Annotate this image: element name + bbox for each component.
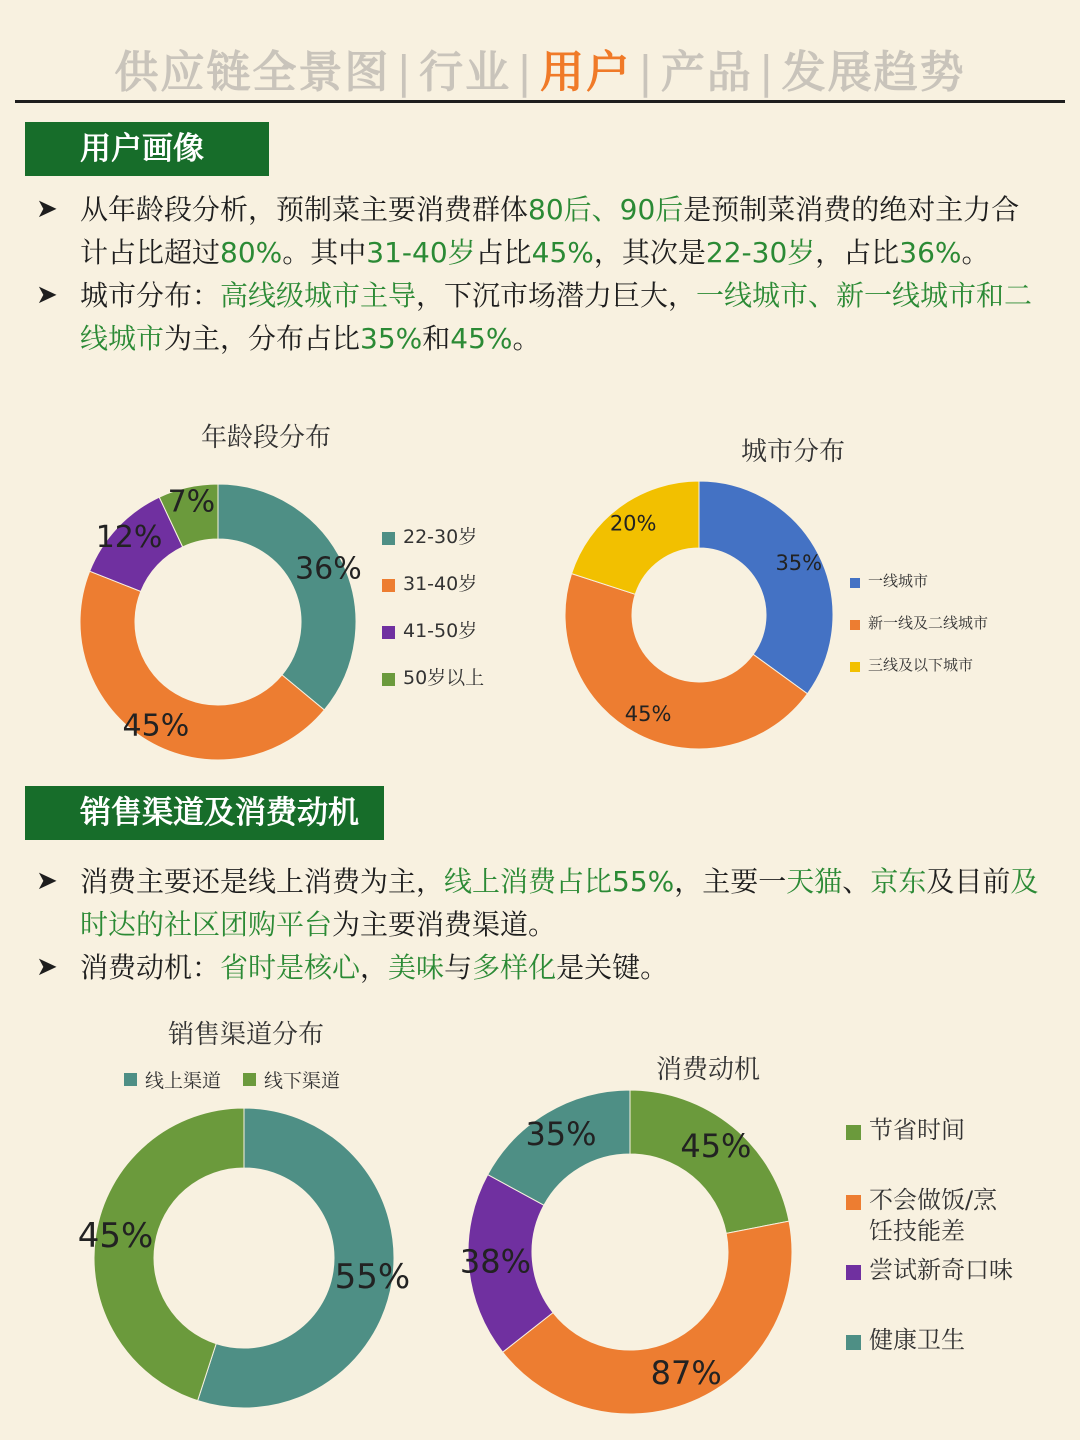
body-text: ，下沉市场潜力巨大， (416, 279, 697, 312)
donut-slice (80, 571, 324, 760)
highlight-text: 一线城市、新一线城市和二线城市 (80, 279, 1033, 355)
sales-channel-chart (0, 1005, 480, 1425)
body-text: 为主要消费渠道。 (332, 908, 557, 941)
body-text: 为主，分布占比 (164, 322, 361, 355)
body-text: 及目前 (926, 865, 1011, 898)
donut-slice (218, 484, 356, 710)
body-text: 占比 (475, 236, 532, 269)
body-text: ，占比 (815, 236, 900, 269)
highlight-text: 35% (360, 322, 423, 355)
highlight-text: 36% (899, 236, 962, 269)
highlight-text: 省时是核心 (220, 951, 361, 984)
legend-swatch (850, 620, 860, 630)
nav-divider (15, 100, 1065, 103)
legend-label: 线上渠道 (145, 1070, 222, 1092)
body-text: 是关键。 (556, 951, 669, 984)
bullet-arrow-icon: ➤ (36, 866, 58, 896)
highlight-text: 及时达的社区团购平台 (80, 865, 1039, 941)
bullet-item (36, 860, 1046, 946)
legend-swatch (846, 1265, 861, 1280)
legend-label: 节省时间 (869, 1116, 965, 1144)
body-text: 消费动机： (80, 951, 221, 984)
legend-label: 三线及以下城市 (868, 656, 974, 674)
highlight-text: 天猫 (786, 865, 843, 898)
slice-label: 55% (334, 1256, 411, 1297)
body-text: ，其次是 (593, 236, 706, 269)
legend-swatch (846, 1195, 861, 1210)
section-title-sales-channel: 销售渠道及消费动机 (25, 786, 384, 840)
body-text: 。 (961, 236, 990, 269)
highlight-text: 80后、90后 (528, 193, 684, 226)
legend-label: 不会做饭/烹 (869, 1186, 998, 1214)
highlight-text: 美味 (388, 951, 445, 984)
donut-slice (572, 481, 699, 594)
body-text: 。其中 (282, 236, 367, 269)
nav-tab-0[interactable]: 供应链全景图 (114, 47, 391, 98)
legend-swatch (382, 579, 395, 592)
chart-title: 消费动机 (655, 1055, 761, 1085)
user-profile-bullets (36, 188, 1046, 360)
legend-label: 31-40岁 (403, 573, 478, 595)
bullet-arrow-icon: ➤ (36, 194, 58, 224)
legend-label: 新一线及二线城市 (868, 614, 989, 632)
legend-swatch (382, 532, 395, 545)
body-text: 是预制菜消费的绝对主力合计占比超过 (80, 193, 1020, 269)
slice-label: 38% (459, 1242, 532, 1281)
highlight-text: 80% (220, 236, 283, 269)
body-text: 和 (422, 322, 451, 355)
slice-label: 12% (95, 519, 163, 555)
nav-tab-4[interactable]: 发展趋势 (781, 47, 966, 98)
legend-swatch (850, 662, 860, 672)
legend-label: 41-50岁 (403, 620, 478, 642)
legend-swatch (382, 673, 395, 686)
legend-swatch (846, 1125, 861, 1140)
slice-label: 35% (775, 551, 823, 576)
bullet-item (36, 188, 1046, 274)
nav-separator: | (517, 47, 534, 98)
slice-label: 36% (295, 551, 362, 587)
sales-channel-bullets (36, 860, 1046, 989)
nav-tab-1[interactable]: 行业 (419, 47, 512, 98)
slice-label: 20% (609, 511, 657, 536)
consumption-motive-chart (440, 1040, 1080, 1430)
slice-label: 45% (680, 1126, 752, 1165)
legend-swatch (850, 578, 860, 588)
highlight-text: 多样化 (472, 951, 557, 984)
slice-label: 45% (77, 1216, 154, 1257)
nav-separator: | (758, 47, 776, 98)
section-title-user-profile: 用户画像 (25, 122, 269, 176)
legend-swatch (382, 626, 395, 639)
nav-separator: | (638, 47, 655, 98)
body-text: ，主要一 (674, 865, 787, 898)
body-text: 与 (444, 951, 473, 984)
body-text: 从年龄段分析，预制菜主要消费群体 (80, 193, 529, 226)
highlight-text: 45% (450, 322, 513, 355)
highlight-text: 高线级城市主导 (220, 279, 417, 312)
body-text: 、 (842, 865, 871, 898)
donut-slice (699, 481, 833, 694)
legend-label: 尝试新奇口味 (869, 1256, 1013, 1284)
highlight-text: 线上消费占比55% (444, 865, 675, 898)
legend-label: 线下渠道 (264, 1070, 341, 1092)
city-distribution-chart (540, 410, 1080, 775)
legend-swatch (846, 1335, 861, 1350)
bullet-item (36, 946, 1046, 989)
highlight-text: 45% (531, 236, 594, 269)
chart-title: 年龄段分布 (200, 423, 332, 453)
bullet-arrow-icon: ➤ (36, 280, 58, 310)
slice-label: 35% (525, 1114, 597, 1153)
slice-label: 45% (122, 708, 190, 744)
legend-label: 一线城市 (868, 572, 929, 590)
legend-label: 50岁以上 (403, 667, 485, 689)
slice-label: 87% (650, 1353, 722, 1392)
body-text: ， (360, 951, 389, 984)
legend-label: 饪技能差 (869, 1217, 965, 1245)
nav-tab-2[interactable]: 用户 (540, 47, 632, 98)
age-distribution-chart (0, 410, 540, 775)
highlight-text: 31-40岁 (366, 236, 476, 269)
slice-label: 7% (167, 484, 216, 520)
top-nav (0, 36, 1080, 100)
nav-tab-3[interactable]: 产品 (660, 47, 753, 98)
body-text: 消费主要还是线上消费为主， (80, 865, 445, 898)
highlight-text: 22-30岁 (705, 236, 816, 269)
legend-swatch (243, 1073, 256, 1086)
chart-title: 城市分布 (740, 437, 846, 467)
nav-separator: | (396, 47, 414, 98)
slice-label: 45% (624, 701, 672, 726)
legend-label: 健康卫生 (869, 1326, 965, 1354)
bullet-arrow-icon: ➤ (36, 952, 58, 982)
body-text: 城市分布： (80, 279, 221, 312)
legend-swatch (124, 1073, 137, 1086)
body-text: 。 (512, 322, 541, 355)
legend-label: 22-30岁 (403, 526, 478, 548)
highlight-text: 京东 (870, 865, 927, 898)
bullet-item (36, 274, 1046, 360)
chart-title: 销售渠道分布 (167, 1020, 325, 1050)
